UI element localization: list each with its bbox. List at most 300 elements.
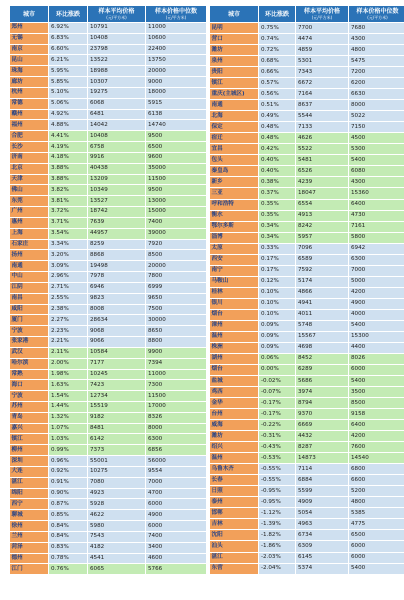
table-row [10,358,207,369]
cell-change: 0.35% [259,210,296,221]
cell-change: -0.53% [259,453,296,464]
table-row [210,342,404,353]
cell-avg: 8481 [88,423,146,434]
cell-change: 3.88% [49,163,88,174]
left-header-avg [88,6,146,23]
cell-city: 宜昌 [210,144,259,155]
cell-city: 包头 [210,155,259,166]
table-row [10,282,207,293]
table-row [210,519,404,530]
cell-median: 6500 [349,530,404,541]
cell-median: 6999 [146,282,207,293]
table-row [210,431,404,442]
cell-median: 7400 [146,531,207,542]
table-row [10,77,207,88]
cell-median: 6000 [349,364,404,375]
cell-change: 2.23% [49,326,88,337]
cell-change: 0.06% [259,353,296,364]
cell-median: 9900 [146,347,207,358]
table-row [210,122,404,133]
cell-city: 贵阳 [210,67,259,78]
cell-city: 咸阳 [10,304,49,315]
cell-change: -1.12% [259,508,296,519]
cell-median: 7400 [146,217,207,228]
cell-city: 威海 [210,420,259,431]
cell-city: 南京 [10,44,49,55]
cell-median: 6600 [349,475,404,486]
cell-avg: 4182 [88,542,146,553]
cell-avg: 7096 [296,243,349,254]
cell-city: 秦皇岛 [210,166,259,177]
cell-change: 0.87% [49,499,88,510]
cell-median: 5915 [146,98,207,109]
cell-avg: 55001 [88,456,146,467]
cell-city: 江门 [10,564,49,575]
cell-median: 13750 [146,55,207,66]
cell-median: 5400 [349,563,404,575]
cell-city: 镇江 [10,434,49,445]
cell-median: 6800 [349,464,404,475]
cell-change: 5.06% [49,98,88,109]
cell-avg: 5374 [296,563,349,575]
cell-avg: 12734 [88,391,146,402]
cell-median: 7920 [146,239,207,250]
cell-city: 武汉 [10,347,49,358]
table-row [10,564,207,575]
left-header-median-unit: (元/平方米) [165,15,187,20]
cell-change: 1.54% [49,391,88,402]
cell-city: 赣州 [10,109,49,120]
cell-city: 银川 [210,298,259,309]
cell-avg: 4622 [88,510,146,521]
cell-change: 0.84% [49,531,88,542]
cell-city: 潍坊 [210,45,259,56]
cell-median: 7394 [146,358,207,369]
cell-median: 9500 [146,185,207,196]
cell-avg: 10408 [88,131,146,142]
cell-median: 8026 [349,353,404,364]
cell-median: 6856 [146,445,207,456]
cell-median: 6630 [349,89,404,100]
cell-median: 5300 [349,144,404,155]
table-row [10,261,207,272]
table-row [10,347,207,358]
cell-city: 无锡 [10,33,49,44]
cell-avg: 14873 [296,453,349,464]
table-row [10,477,207,488]
table-row [210,442,404,453]
cell-median: 5766 [146,564,207,575]
table-row [210,45,404,56]
cell-median: 9650 [146,293,207,304]
cell-city: 保定 [210,122,259,133]
cell-avg: 40438 [88,163,146,174]
cell-city: 德州 [10,553,49,564]
cell-change: 0.92% [49,466,88,477]
cell-median: 4700 [146,488,207,499]
cell-change: 3.72% [49,207,88,218]
cell-avg: 7592 [296,265,349,276]
cell-avg: 7080 [88,477,146,488]
cell-median: 20000 [146,66,207,77]
cell-avg: 6481 [88,109,146,120]
cell-change: 3.09% [49,261,88,272]
cell-change: -0.07% [259,387,296,398]
cell-change: 3.71% [49,217,88,228]
cell-avg: 4011 [296,309,349,320]
cell-change: 0.49% [259,111,296,122]
cell-avg: 9916 [88,152,146,163]
cell-avg: 5957 [296,232,349,243]
table-row [10,239,207,250]
cell-city: 泰州 [210,497,259,508]
cell-change: 0.83% [49,542,88,553]
cell-median: 7600 [349,442,404,453]
right-price-table [209,5,404,575]
table-row [210,23,404,34]
table-row [10,217,207,228]
cell-change: 0.34% [259,221,296,232]
cell-change: -0.95% [259,486,296,497]
table-row [10,521,207,532]
table-row [210,188,404,199]
table-row [10,412,207,423]
cell-change: -2.03% [259,552,296,563]
cell-city: 北海 [210,111,259,122]
table-row [210,133,404,144]
cell-change: 0.57% [259,78,296,89]
table-row [10,326,207,337]
cell-median: 7000 [146,477,207,488]
cell-avg: 5301 [296,56,349,67]
cell-change: 0.56% [259,89,296,100]
cell-city: 潍坊 [210,431,259,442]
table-row [210,298,404,309]
cell-median: 13000 [146,196,207,207]
table-row [10,174,207,185]
cell-avg: 7700 [296,23,349,34]
table-row [210,376,404,387]
cell-city: 张家港 [10,337,49,348]
table-row [10,142,207,153]
cell-city: 西宁 [10,499,49,510]
left-header-change: 环比涨跌 [49,6,88,23]
cell-median: 22400 [146,44,207,55]
cell-city: 哈尔滨 [10,358,49,369]
cell-change: 0.38% [259,177,296,188]
table-row [10,196,207,207]
cell-median: 9554 [146,466,207,477]
cell-median: 5022 [349,111,404,122]
cell-city: 温州 [210,331,259,342]
cell-city: 常德 [10,98,49,109]
cell-median: 10600 [146,33,207,44]
cell-avg: 7164 [296,89,349,100]
cell-median: 4800 [349,45,404,56]
cell-avg: 6589 [296,254,349,265]
cell-avg: 18047 [296,188,349,199]
cell-change: 5.85% [49,77,88,88]
table-row [210,331,404,342]
cell-city: 杭州 [10,87,49,98]
right-header-row [210,6,404,23]
cell-avg: 7343 [296,67,349,78]
cell-change: 1.07% [49,423,88,434]
table-row [210,409,404,420]
cell-city: 呼和浩特 [210,199,259,210]
table-row [10,131,207,142]
cell-avg: 5481 [296,155,349,166]
cell-change: -0.95% [259,497,296,508]
table-row [10,23,207,34]
cell-avg: 4913 [296,210,349,221]
cell-avg: 7543 [88,531,146,542]
table-row [210,89,404,100]
cell-city: 鸡西 [210,387,259,398]
cell-city: 盐城 [210,376,259,387]
cell-avg: 9182 [88,412,146,423]
cell-avg: 5544 [296,111,349,122]
table-row [210,497,404,508]
cell-median: 7300 [146,380,207,391]
cell-change: 0.37% [259,188,296,199]
cell-median: 7161 [349,221,404,232]
cell-avg: 19498 [88,261,146,272]
table-row [210,78,404,89]
cell-city: 西安 [210,254,259,265]
cell-avg: 8008 [88,304,146,315]
cell-city: 温州 [210,453,259,464]
cell-avg: 6669 [296,420,349,431]
cell-avg: 10245 [88,369,146,380]
cell-change: 0.09% [259,342,296,353]
table-row [210,67,404,78]
cell-median: 5800 [349,232,404,243]
cell-avg: 7639 [88,217,146,228]
cell-change: -0.17% [259,409,296,420]
cell-city: 海口 [10,380,49,391]
left-header-avg-unit: (元/平方米) [106,15,127,20]
cell-median: 6500 [146,142,207,153]
cell-change: 2.55% [49,293,88,304]
cell-change: -1.82% [259,530,296,541]
cell-city: 宿迁 [210,133,259,144]
table-row [210,320,404,331]
cell-median: 14540 [349,453,404,464]
cell-city: 桂林 [210,287,259,298]
cell-change: 0.09% [259,320,296,331]
cell-median: 8500 [146,250,207,261]
cell-city: 绍兴 [210,442,259,453]
cell-change: 2.38% [49,304,88,315]
cell-change: 3.81% [49,196,88,207]
cell-avg: 4541 [88,553,146,564]
cell-avg: 5980 [88,521,146,532]
table-row [10,87,207,98]
cell-change: 4.19% [49,142,88,153]
right-header-median-label: 样本价格中位数 [356,8,399,15]
cell-avg: 5599 [296,486,349,497]
table-row [210,210,404,221]
cell-city: 苏州 [10,401,49,412]
cell-avg: 6884 [296,475,349,486]
cell-median: 5400 [349,376,404,387]
cell-city: 三亚 [210,188,259,199]
table-row [210,464,404,475]
cell-city: 常熟 [10,369,49,380]
cell-median: 6300 [349,254,404,265]
cell-city: 泉州 [210,56,259,67]
table-row [10,401,207,412]
table-row [10,391,207,402]
cell-median: 39000 [146,228,207,239]
cell-median: 15000 [146,207,207,218]
cell-change: 6.60% [49,44,88,55]
cell-median: 4000 [349,309,404,320]
cell-city: 金华 [210,398,259,409]
cell-city: 柳州 [10,445,49,456]
cell-change: 1.03% [49,434,88,445]
cell-median: 4900 [349,298,404,309]
table-row [10,109,207,120]
cell-avg: 5054 [296,508,349,519]
cell-median: 6200 [349,78,404,89]
table-row [10,499,207,510]
table-row [10,542,207,553]
cell-avg: 6734 [296,530,349,541]
cell-median: 7500 [146,304,207,315]
cell-median: 9500 [146,131,207,142]
table-row [210,100,404,111]
cell-median: 9158 [349,409,404,420]
cell-avg: 5522 [296,144,349,155]
table-row [210,398,404,409]
cell-median: 11000 [146,369,207,380]
cell-median: 6000 [349,552,404,563]
cell-change: 0.10% [259,309,296,320]
cell-avg: 8452 [296,353,349,364]
cell-median: 4500 [349,133,404,144]
right-header-median-unit: (元/平方米) [367,15,388,20]
cell-city: 吉林 [210,519,259,530]
cell-change: 4.92% [49,109,88,120]
cell-avg: 7978 [88,272,146,283]
cell-city: 福州 [10,120,49,131]
left-header-city: 城市 [10,6,49,23]
cell-median: 15300 [349,331,404,342]
cell-avg: 8794 [296,398,349,409]
cell-change: 4.88% [49,120,88,131]
cell-change: 0.74% [259,34,296,45]
cell-change: 0.90% [49,488,88,499]
cell-city: 珠海 [10,66,49,77]
cell-city: 深圳 [10,456,49,467]
cell-median: 5400 [349,320,404,331]
cell-avg: 14042 [88,120,146,131]
table-row [210,166,404,177]
cell-median: 6400 [349,420,404,431]
cell-city: 绵阳 [10,488,49,499]
cell-change: 6.21% [49,55,88,66]
table-row [210,144,404,155]
cell-avg: 23798 [88,44,146,55]
cell-city: 佛山 [10,185,49,196]
cell-city: 南昌 [10,293,49,304]
cell-change: 6.83% [49,33,88,44]
cell-median: 5200 [349,486,404,497]
table-row [210,155,404,166]
cell-avg: 10791 [88,23,146,34]
cell-median: 56000 [146,456,207,467]
cell-city: 台州 [210,409,259,420]
table-row [210,475,404,486]
cell-city: 聊城 [10,510,49,521]
cell-avg: 4474 [296,34,349,45]
cell-median: 6000 [349,541,404,552]
table-row [10,163,207,174]
cell-change: 0.66% [259,67,296,78]
cell-change: 2.71% [49,282,88,293]
cell-city: 淄博 [210,232,259,243]
cell-avg: 13209 [88,174,146,185]
cell-median: 5000 [349,276,404,287]
cell-avg: 5928 [88,499,146,510]
cell-avg: 10275 [88,466,146,477]
cell-city: 湛江 [10,477,49,488]
cell-median: 8326 [146,412,207,423]
table-row [210,364,404,375]
cell-city: 合肥 [10,131,49,142]
left-table-body [10,23,207,575]
cell-avg: 6672 [296,78,349,89]
cell-avg: 7423 [88,380,146,391]
cell-city: 扬州 [10,250,49,261]
cell-median: 5385 [349,508,404,519]
table-row [210,287,404,298]
right-header-avg-unit: (元/平方米) [311,15,333,20]
cell-median: 6080 [349,166,404,177]
cell-city: 营口 [210,34,259,45]
table-row [210,254,404,265]
cell-change: 0.40% [259,155,296,166]
cell-city: 宁波 [10,326,49,337]
table-row [210,486,404,497]
cell-avg: 8868 [88,250,146,261]
cell-city: 昆明 [210,23,259,34]
right-header-median [349,6,404,23]
table-row [10,510,207,521]
cell-city: 天津 [10,174,49,185]
table-row [10,272,207,283]
cell-change: 0.99% [49,445,88,456]
cell-change: -0.17% [259,398,296,409]
left-header-row [10,6,207,23]
left-header-median [146,6,207,23]
cell-median: 14740 [146,120,207,131]
cell-change: 1.63% [49,380,88,391]
cell-city: 镇江 [210,78,259,89]
cell-city: 日照 [210,486,259,497]
cell-median: 4600 [146,553,207,564]
cell-median: 3500 [349,387,404,398]
cell-median: 6400 [349,199,404,210]
right-header-city: 城市 [210,6,259,23]
table-row [210,199,404,210]
cell-median: 4400 [349,342,404,353]
cell-avg: 10349 [88,185,146,196]
cell-median: 11000 [146,23,207,34]
cell-change: -2.04% [259,563,296,575]
